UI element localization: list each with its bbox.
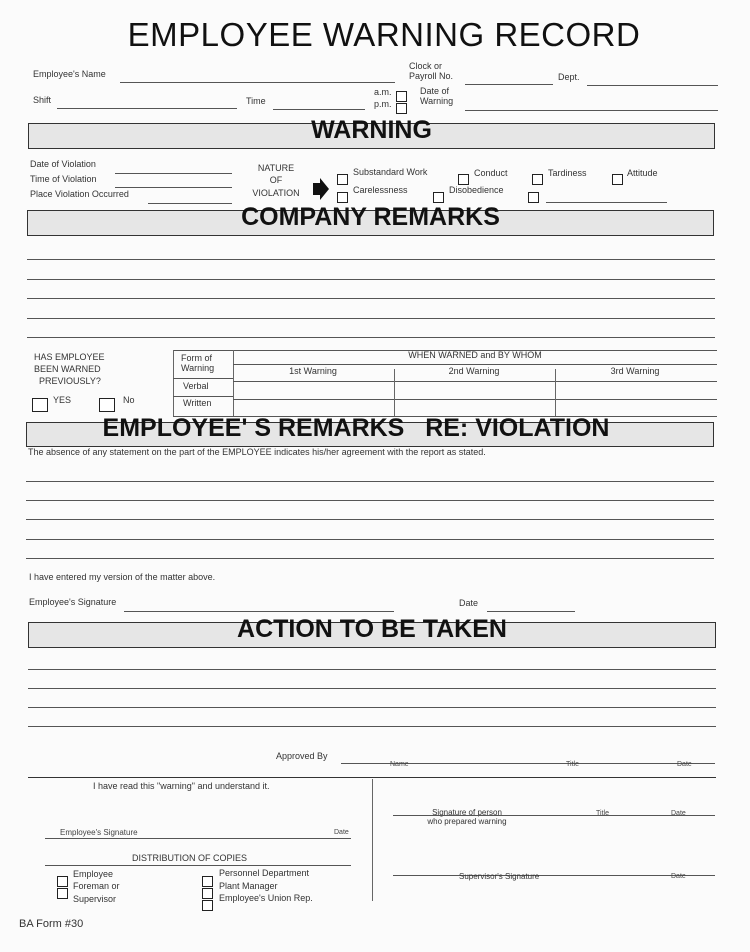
dept-field[interactable] xyxy=(587,85,718,86)
warning-section-title: WARNING xyxy=(311,116,432,144)
table-row-border xyxy=(233,399,717,400)
other-checkbox[interactable] xyxy=(528,192,539,203)
pm-checkbox[interactable] xyxy=(396,103,407,114)
read-warning-text: I have read this "warning" and understand it. xyxy=(93,781,270,791)
name-label: Name xyxy=(390,761,409,768)
shift-field[interactable] xyxy=(57,108,237,109)
title-label: Title xyxy=(566,761,579,768)
company-remarks-line[interactable] xyxy=(27,259,715,260)
employee-remarks-line[interactable] xyxy=(26,558,714,559)
been-warned-label: BEEN WARNED xyxy=(34,364,101,374)
am-label: a.m. xyxy=(374,87,392,97)
written-label: Written xyxy=(183,398,212,408)
employee-signature-label: Employee's Signature xyxy=(29,597,117,607)
entered-version-text: I have entered my version of the matter above. xyxy=(29,572,216,582)
sig-person-label: Signature of person xyxy=(432,808,502,817)
form-number: BA Form #30 xyxy=(19,918,84,930)
nature-label: NATURE xyxy=(257,163,295,173)
foreman-copy-checkbox[interactable] xyxy=(57,888,68,899)
table-row-border xyxy=(173,396,233,397)
yes-checkbox[interactable] xyxy=(32,398,48,412)
footer-employee-signature-label: Employee's Signature xyxy=(60,828,138,837)
company-remarks-title: COMPANY REMARKS xyxy=(241,203,500,231)
of-label: OF xyxy=(269,175,283,185)
footer-signature-field[interactable] xyxy=(45,838,351,839)
company-remarks-line[interactable] xyxy=(27,279,715,280)
warning-label: Warning xyxy=(420,96,454,106)
form-of-label: Form of xyxy=(181,353,213,363)
date-of-violation-field[interactable] xyxy=(115,173,232,174)
time-of-violation-field[interactable] xyxy=(115,187,232,188)
union-rep-copy-label: Employee's Union Rep. xyxy=(219,893,313,903)
time-field[interactable] xyxy=(273,109,365,110)
previously-label: PREVIOUSLY? xyxy=(39,376,101,386)
footer-divider xyxy=(372,779,373,901)
employee-remarks-title: EMPLOYEE' S REMARKS RE: VIOLATION xyxy=(102,414,610,442)
time-label: Time xyxy=(246,96,266,106)
disobedience-checkbox[interactable] xyxy=(433,192,444,203)
verbal-label: Verbal xyxy=(183,381,209,391)
attitude-label: Attitude xyxy=(627,168,658,178)
action-line[interactable] xyxy=(28,726,716,727)
supervisor-signature-label: Supervisor's Signature xyxy=(459,872,540,881)
warning-section-bar xyxy=(28,116,715,149)
date-of-violation-label: Date of Violation xyxy=(30,159,96,169)
company-remarks-line[interactable] xyxy=(27,298,715,299)
attitude-checkbox[interactable] xyxy=(612,174,623,185)
table-header-border xyxy=(233,364,717,365)
table-row-border xyxy=(233,381,717,382)
place-violation-label: Place Violation Occurred xyxy=(30,189,129,199)
carelessness-label: Carelessness xyxy=(353,185,408,195)
supervisor-copy-label: Supervisor xyxy=(73,894,117,904)
employee-remarks-line[interactable] xyxy=(26,519,714,520)
table-divider xyxy=(394,369,395,416)
am-checkbox[interactable] xyxy=(396,91,407,102)
tardiness-checkbox[interactable] xyxy=(532,174,543,185)
personnel-copy-checkbox[interactable] xyxy=(202,876,213,887)
third-warning-label: 3rd Warning xyxy=(610,366,660,376)
absence-note: The absence of any statement on the part of the EMPLOYEE indicates his/her agreement with the report as stated. xyxy=(28,447,486,457)
supervisor-date-label: Date xyxy=(671,873,686,880)
employee-name-label: Employee's Name xyxy=(33,69,106,79)
substandard-work-checkbox[interactable] xyxy=(337,174,348,185)
preparer-date-label: Date xyxy=(671,810,686,817)
table-divider xyxy=(555,369,556,416)
foreman-copy-label: Foreman or xyxy=(73,881,120,891)
carelessness-checkbox[interactable] xyxy=(337,192,348,203)
pm-label: p.m. xyxy=(374,99,392,109)
payroll-no-label: Payroll No. xyxy=(409,71,454,81)
plant-manager-copy-checkbox[interactable] xyxy=(202,888,213,899)
who-prepared-label: who prepared warning xyxy=(427,817,507,826)
company-remarks-line[interactable] xyxy=(27,337,715,338)
action-title: ACTION TO BE TAKEN xyxy=(237,615,507,643)
table-row-border xyxy=(173,378,233,379)
no-label: No xyxy=(123,395,135,405)
supervisor-signature-field[interactable] xyxy=(393,875,715,876)
tardiness-label: Tardiness xyxy=(548,168,587,178)
when-warned-label: WHEN WARNED and BY WHOM xyxy=(408,350,542,360)
action-line[interactable] xyxy=(28,707,716,708)
has-employee-label: HAS EMPLOYEE xyxy=(34,352,105,362)
employee-copy-checkbox[interactable] xyxy=(57,876,68,887)
date-small-label: Date xyxy=(677,761,692,768)
table-divider xyxy=(173,350,174,416)
employee-remarks-line[interactable] xyxy=(26,481,714,482)
approved-by-label: Approved By xyxy=(276,751,328,761)
time-of-violation-label: Time of Violation xyxy=(30,174,97,184)
action-line[interactable] xyxy=(28,688,716,689)
arrow-right-icon xyxy=(313,178,329,200)
violation-label: VIOLATION xyxy=(252,188,300,198)
preparer-title-label: Title xyxy=(596,810,609,817)
employee-remarks-line[interactable] xyxy=(26,500,714,501)
date-label: Date xyxy=(459,598,479,608)
distribution-underline xyxy=(45,865,351,866)
yes-label: YES xyxy=(53,395,72,405)
footer-separator xyxy=(28,777,716,778)
employee-remarks-bar xyxy=(26,414,714,447)
distribution-label: DISTRIBUTION OF COPIES xyxy=(132,853,248,863)
conduct-label: Conduct xyxy=(474,168,508,178)
action-line[interactable] xyxy=(28,669,716,670)
conduct-checkbox[interactable] xyxy=(458,174,469,185)
payroll-no-field[interactable] xyxy=(465,84,553,85)
employee-name-field[interactable] xyxy=(120,82,395,83)
no-checkbox[interactable] xyxy=(99,398,115,412)
plant-manager-copy-label: Plant Manager xyxy=(219,881,278,891)
clock-or-label: Clock or xyxy=(409,61,443,71)
company-remarks-line[interactable] xyxy=(27,318,715,319)
footer-date-label: Date xyxy=(334,829,349,836)
second-warning-label: 2nd Warning xyxy=(448,366,500,376)
company-remarks-bar xyxy=(27,203,714,236)
shift-label: Shift xyxy=(33,95,52,105)
action-bar xyxy=(28,615,716,648)
page-title: EMPLOYEE WARNING RECORD xyxy=(127,16,641,53)
employee-copy-label: Employee xyxy=(73,869,114,879)
disobedience-label: Disobedience xyxy=(449,185,504,195)
employee-signature-field[interactable] xyxy=(124,611,394,612)
date-of-warning-field[interactable] xyxy=(465,110,718,111)
union-rep-copy-checkbox[interactable] xyxy=(202,900,213,911)
dept-label: Dept. xyxy=(558,72,580,82)
date-field[interactable] xyxy=(487,611,575,612)
preparer-signature-field[interactable] xyxy=(393,815,715,816)
substandard-work-label: Substandard Work xyxy=(353,167,428,177)
personnel-copy-label: Personnel Department xyxy=(219,868,310,878)
employee-remarks-line[interactable] xyxy=(26,539,714,540)
first-warning-label: 1st Warning xyxy=(289,366,337,376)
date-of-label: Date of xyxy=(420,86,450,96)
warning-label: Warning xyxy=(181,363,215,373)
